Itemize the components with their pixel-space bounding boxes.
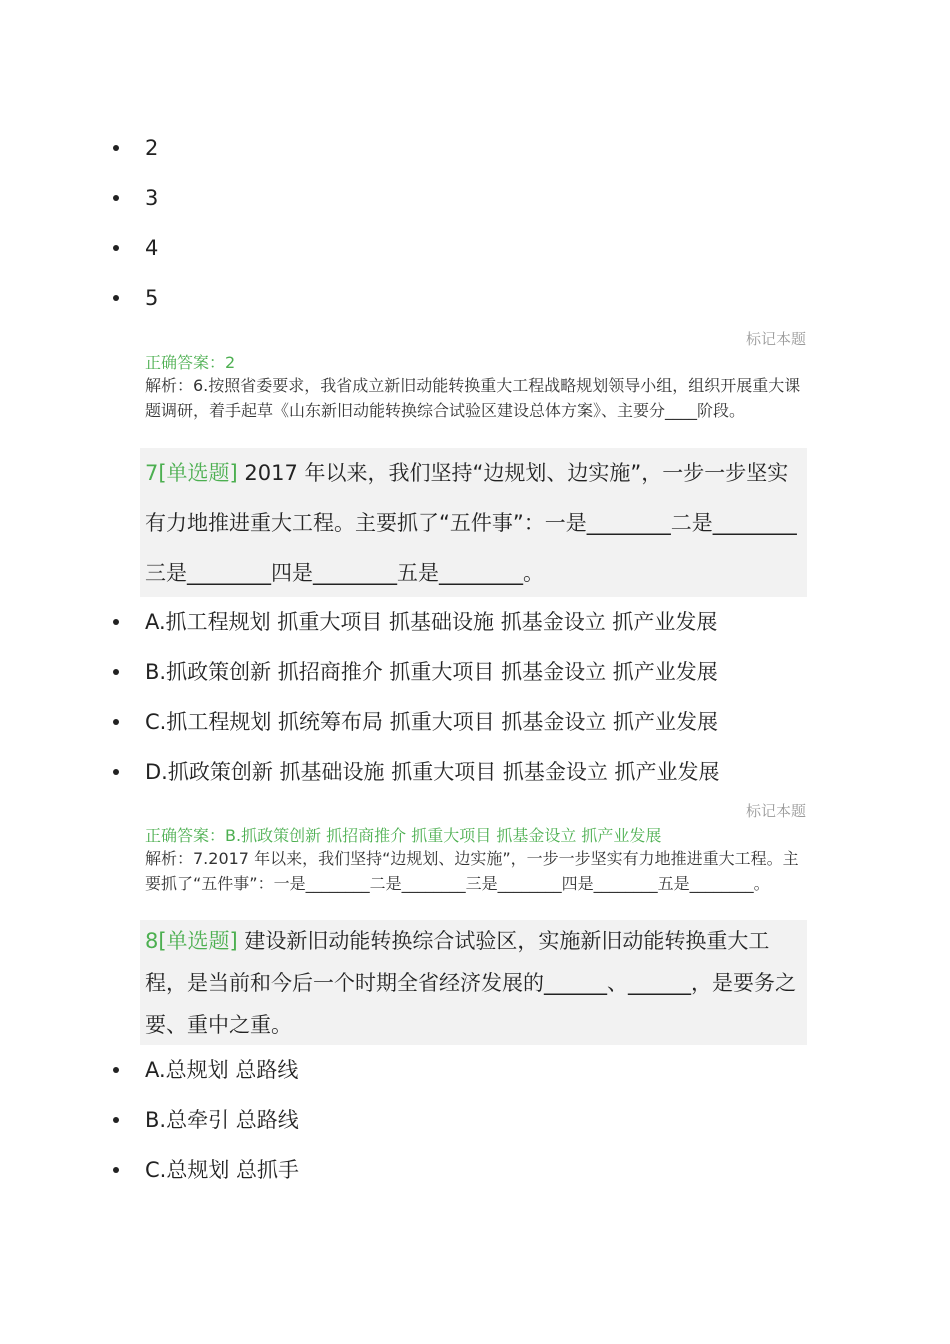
q8-question-stem: 建设新旧动能转换综合试验区，实施新旧动能转换重大工程，是当前和今后一个时期全省经济发展的______、______，是要务之要、重中之重。 <box>145 929 796 1037</box>
q7-question-text <box>140 448 807 598</box>
q6-analysis: 解析：6.按照省委要求，我省成立新旧动能转换重大工程战略规划领导小组，组织开展重大课题调研，着手起草《山东新旧动能转换综合试验区建设总体方案》、主要分____阶段。 <box>145 376 801 420</box>
option-label: C.抓工程规划 抓统筹布局 抓重大项目 抓基金设立 抓产业发展 <box>145 710 719 734</box>
option-label: D.抓政策创新 抓基础设施 抓重大项目 抓基金设立 抓产业发展 <box>145 760 720 784</box>
q7-correct-answer: 正确答案：B.抓政策创新 抓招商推介 抓重大项目 抓基金设立 抓产业发展 <box>145 826 662 845</box>
option-label: B.总牵引 总路线 <box>145 1108 299 1132</box>
bullet-icon <box>113 769 119 775</box>
q8-question-text <box>140 920 807 1046</box>
q7-question-number: 7[单选题] <box>145 461 238 485</box>
option-label: A.总规划 总路线 <box>145 1058 299 1082</box>
bullet-icon <box>113 719 119 725</box>
option-label: 4 <box>145 236 159 260</box>
bullet-icon <box>113 669 119 675</box>
bullet-icon <box>113 245 119 251</box>
option-label: 5 <box>145 286 159 310</box>
option-label: 2 <box>145 136 159 160</box>
option-label: B.抓政策创新 抓招商推介 抓重大项目 抓基金设立 抓产业发展 <box>145 660 718 684</box>
option-label: A.抓工程规划 抓重大项目 抓基础设施 抓基金设立 抓产业发展 <box>145 610 718 634</box>
q7-mark-question-link[interactable]: 标记本题 <box>745 802 806 820</box>
q7-question-box <box>140 448 807 597</box>
bullet-icon <box>113 1167 119 1173</box>
q6-mark-question-link[interactable]: 标记本题 <box>745 330 806 348</box>
option-label: 3 <box>145 186 159 210</box>
bullet-icon <box>113 619 119 625</box>
q6-correct-answer: 正确答案：2 <box>145 353 236 372</box>
q8-question-box <box>140 920 807 1045</box>
q7-question-stem: 2017 年以来，我们坚持“边规划、边实施”，一步一步坚实有力地推进重大工程。主要抓了“五件事”：一是________二是________三是________四是________五是________。 <box>145 461 797 585</box>
bullet-icon <box>113 195 119 201</box>
bullet-icon <box>113 145 119 151</box>
q7-analysis: 解析：7.2017 年以来，我们坚持“边规划、边实施”，一步一步坚实有力地推进重大工程。主要抓了“五件事”：一是________二是________三是________四是________五是________。 <box>145 849 799 893</box>
bullet-icon <box>113 295 119 301</box>
bullet-icon <box>113 1117 119 1123</box>
option-label: C.总规划 总抓手 <box>145 1158 300 1182</box>
bullet-icon <box>113 1067 119 1073</box>
q8-question-number: 8[单选题] <box>145 929 238 953</box>
